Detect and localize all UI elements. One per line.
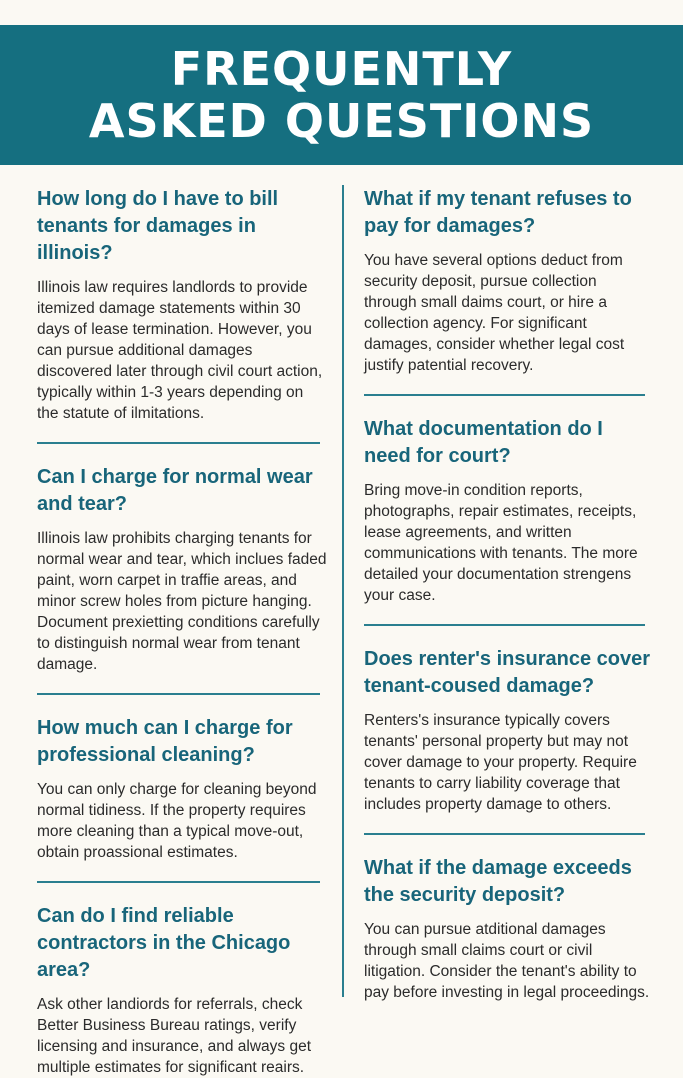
faq-question: What if the damage exceeds the security deposit? xyxy=(364,857,632,906)
section-divider xyxy=(364,833,645,835)
faq-answer: Illinois law requires landlords to provide itemized damage statements within 30 days of lease termination. However, you can pursue additional damages discovered later through civil court action, typically within 1-3 years depending on the statute of ilmitations. xyxy=(37,279,323,422)
faq-answer: Illinois law prohibits charging tenants for normal wear and tear, which inclues faded paint, worn carpet in traffie areas, and minor screw holes from picture hanging. Document prexietting conditions carefully to distinguish normal wear from tenant damage. xyxy=(37,530,327,673)
faq-item xyxy=(37,464,327,675)
faq-answer: You have several options deduct from security deposit, pursue collection through small daims court, or hire a collection agency. For significant damages, consider whether legal cost justify patential recovery. xyxy=(364,252,625,374)
section-divider xyxy=(37,881,320,883)
faq-answer: Ask other landiords for referrals, check Better Business Bureau ratings, verify licensing and insurance, and always get multiple estimates for significant reairs. xyxy=(37,996,312,1076)
faq-question: How long do I have to bill tenants for damages in illinois? xyxy=(37,188,279,264)
faq-question: Does renter's insurance cover tenant-coused damage? xyxy=(364,648,650,697)
faq-answer: You can only charge for cleaning beyond normal tidiness. If the property requires more cleaning than a typical move-out, obtain proassional estimates. xyxy=(37,781,317,861)
right-column xyxy=(364,186,652,1003)
faq-question: What if my tenant refuses to pay for damages? xyxy=(364,188,632,237)
faq-item xyxy=(364,646,652,815)
faq-item xyxy=(364,416,652,606)
faq-question: How much can I charge for professional cleaning? xyxy=(37,717,293,766)
faq-question: Can I charge for normal wear and tear? xyxy=(37,466,313,515)
page-title: FREQUENTLY ASKED QUESTIONS xyxy=(88,42,595,148)
faq-question: Can do I find reliable contractors in the Chicago area? xyxy=(37,905,291,981)
faq-item xyxy=(37,903,327,1078)
faq-item xyxy=(364,186,652,376)
faq-item xyxy=(37,715,327,863)
faq-answer: Bring move-in condition reports, photographs, repair estimates, receipts, lease agreements, and written communications with tenants. The more detailed your documentation strengens your case. xyxy=(364,482,638,604)
title-banner xyxy=(0,25,683,165)
section-divider xyxy=(37,693,320,695)
faq-question: What documentation do I need for court? xyxy=(364,418,603,467)
section-divider xyxy=(364,394,645,396)
faq-item xyxy=(364,855,652,1003)
section-divider xyxy=(37,442,320,444)
faq-item xyxy=(37,186,327,424)
column-divider xyxy=(342,185,344,997)
left-column xyxy=(37,186,327,1078)
section-divider xyxy=(364,624,645,626)
faq-answer: You can pursue atditional damages through small claims court or civil litigation. Consider the tenant's ability to pay before investing in legal proceedings. xyxy=(364,921,650,1001)
faq-answer: Renters's insurance typically covers tenants' personal property but may not cover damage to your property. Require tenants to carry liability coverage that includes property damage to others. xyxy=(364,712,637,813)
